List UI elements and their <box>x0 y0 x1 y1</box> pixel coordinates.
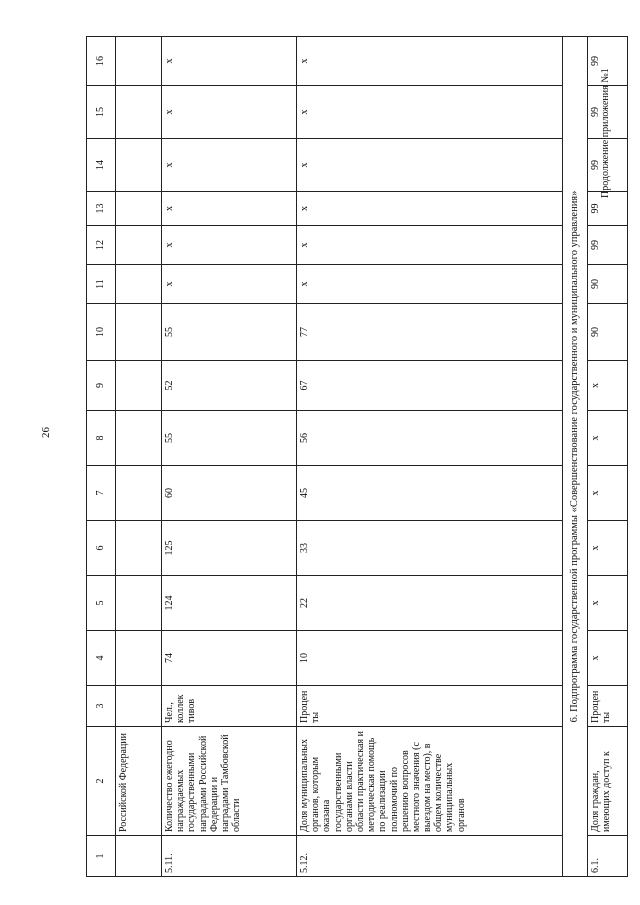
table-cell: 60 <box>162 466 297 521</box>
table-cell: х <box>588 411 628 466</box>
column-number: 15 <box>87 86 116 139</box>
table-cell <box>116 576 162 631</box>
table-cell: 125 <box>162 521 297 576</box>
table-cell <box>116 361 162 411</box>
table-cell: 74 <box>162 631 297 686</box>
table-cell: х <box>162 192 297 226</box>
table-cell: 5.12. <box>297 836 563 877</box>
table-row <box>297 37 563 877</box>
table-cell: х <box>162 37 297 86</box>
indicators-table <box>86 36 628 877</box>
table-cell: 77 <box>297 304 563 361</box>
table-cell: х <box>162 265 297 304</box>
table-cell: 52 <box>162 361 297 411</box>
table-cell: х <box>588 361 628 411</box>
table-cell <box>116 466 162 521</box>
table-cell: х <box>297 139 563 192</box>
table-cell <box>116 139 162 192</box>
table-row <box>116 37 162 877</box>
table-cell: 99 <box>588 86 628 139</box>
column-number: 9 <box>87 361 116 411</box>
column-number: 1 <box>87 836 116 877</box>
column-number: 12 <box>87 226 116 265</box>
table-cell: Доля граждан, имеющих доступ к <box>588 727 628 836</box>
table-cell <box>116 226 162 265</box>
column-number: 13 <box>87 192 116 226</box>
table-cell: 33 <box>297 521 563 576</box>
table-cell: х <box>297 192 563 226</box>
table-cell: 99 <box>588 226 628 265</box>
section-heading: 6. Подпрограмма государственной программы «Совершенствование государственного и муниципального управления» <box>563 37 588 877</box>
table-cell: х <box>297 226 563 265</box>
table-cell: 45 <box>297 466 563 521</box>
column-number: 11 <box>87 265 116 304</box>
table-cell: х <box>297 265 563 304</box>
table-cell: 67 <box>297 361 563 411</box>
table-cell: 5.11. <box>162 836 297 877</box>
table-cell: Количество ежегодно награждаемых государственными наградами Российской Федерации и наградами Тамбовской области <box>162 727 297 836</box>
table-cell: х <box>588 521 628 576</box>
column-number: 2 <box>87 727 116 836</box>
table-row <box>162 37 297 877</box>
column-number: 6 <box>87 521 116 576</box>
table-cell: 90 <box>588 304 628 361</box>
table-cell: 10 <box>297 631 563 686</box>
table-cell <box>116 265 162 304</box>
table-cell <box>116 411 162 466</box>
table-cell <box>116 686 162 727</box>
table-cell <box>116 521 162 576</box>
column-number: 3 <box>87 686 116 727</box>
table-cell: х <box>297 86 563 139</box>
table-cell <box>116 304 162 361</box>
table-cell: 56 <box>297 411 563 466</box>
table-cell <box>116 836 162 877</box>
table-cell: 124 <box>162 576 297 631</box>
column-number-row <box>87 37 116 877</box>
table-cell: Российской Федерации <box>116 727 162 836</box>
table-cell: 99 <box>588 192 628 226</box>
column-number: 16 <box>87 37 116 86</box>
column-number: 10 <box>87 304 116 361</box>
table-cell: х <box>588 631 628 686</box>
column-number: 14 <box>87 139 116 192</box>
appendix-continuation-note: Продолжение приложения №1 <box>600 68 611 198</box>
table-cell: 22 <box>297 576 563 631</box>
table-cell <box>116 192 162 226</box>
column-number: 7 <box>87 466 116 521</box>
table-cell: 55 <box>162 411 297 466</box>
table-cell: 99 <box>588 37 628 86</box>
table-cell: х <box>588 466 628 521</box>
section-row <box>563 37 588 877</box>
table-cell <box>116 631 162 686</box>
table-cell: Процен ты <box>297 686 563 727</box>
table-row <box>588 37 628 877</box>
column-number: 5 <box>87 576 116 631</box>
table-cell: 55 <box>162 304 297 361</box>
table-cell: Процен ты <box>588 686 628 727</box>
table-cell: х <box>162 86 297 139</box>
table-cell: х <box>162 139 297 192</box>
table-cell <box>116 37 162 86</box>
table-cell: х <box>162 226 297 265</box>
table-cell: 6.1. <box>588 836 628 877</box>
table-cell <box>116 86 162 139</box>
table-cell: 90 <box>588 265 628 304</box>
table-cell: х <box>588 576 628 631</box>
column-number: 4 <box>87 631 116 686</box>
page-number: 26 <box>40 427 52 438</box>
table-cell: Чел., коллек тивов <box>162 686 297 727</box>
table-cell: 99 <box>588 139 628 192</box>
table-cell: х <box>297 37 563 86</box>
column-number: 8 <box>87 411 116 466</box>
table-cell: Доля муниципальных органов, которым оказана государственными органами власти области практическая и методическая помощь по реализации полномочий по решению вопросов местного значения (с выездом на место), в общем количестве муниципальных органов <box>297 727 563 836</box>
